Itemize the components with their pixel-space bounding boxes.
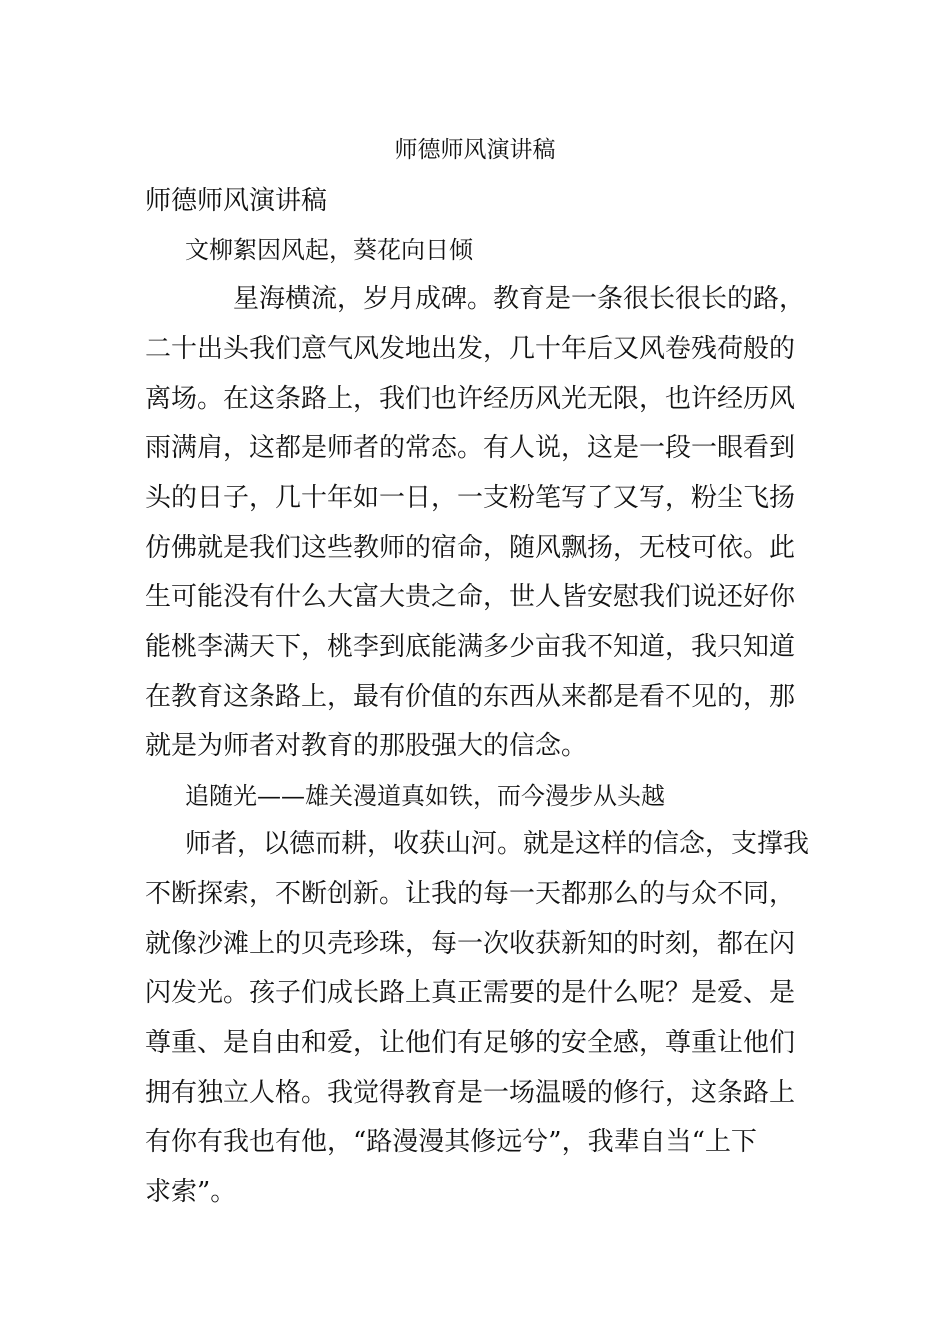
paragraph-line: 拥有独立人格。我觉得教育是一场温暖的修行，这条路上 xyxy=(145,1078,796,1108)
paragraph-line: 就是为师者对教育的那股强大的信念。 xyxy=(145,731,588,761)
paragraph-line: 离场。在这条路上，我们也许经历风光无限，也许经历风 xyxy=(145,384,796,414)
paragraph-line: 星海横流，岁月成碑。教育是一条很长很长的路， xyxy=(233,284,806,314)
paragraph-line: 求索”。 xyxy=(145,1177,237,1207)
paragraph-line: 不断探索，不断创新。让我的每一天都那么的与众不同， xyxy=(145,879,796,909)
paragraph-line: 闪发光。孩子们成长路上真正需要的是什么呢？是爱、是 xyxy=(145,978,796,1008)
paragraph-line: 生可能没有什么大富大贵之命，世人皆安慰我们说还好你 xyxy=(145,582,796,612)
paragraph-line: 有你有我也有他，“路漫漫其修远兮”，我辈自当“上下 xyxy=(145,1127,757,1157)
paragraph-line: 师者，以德而耕，收获山河。就是这样的信念，支撑我 xyxy=(185,829,810,859)
paragraph-line: 能桃李满天下，桃李到底能满多少亩我不知道，我只知道 xyxy=(145,632,796,662)
section-title-1: 文柳絮因风起，葵花向日倾 xyxy=(185,236,473,264)
paragraph-line: 二十出头我们意气风发地出发，几十年后又风卷残荷般的 xyxy=(145,334,796,364)
section-title-2: 追随光——雄关漫道真如铁，而今漫步从头越 xyxy=(185,782,665,810)
document-title: 师德师风演讲稿 xyxy=(394,137,556,163)
paragraph-line: 雨满肩，这都是师者的常态。有人说，这是一段一眼看到 xyxy=(145,433,796,463)
paragraph-line: 在教育这条路上，最有价值的东西从来都是看不见的，那 xyxy=(145,682,796,712)
document-heading: 师德师风演讲稿 xyxy=(145,186,328,216)
paragraph-line: 仿佛就是我们这些教师的宿命，随风飘扬，无枝可依。此 xyxy=(145,533,796,563)
paragraph-line: 尊重、是自由和爱，让他们有足够的安全感，尊重让他们 xyxy=(145,1028,796,1058)
paragraph-line: 就像沙滩上的贝壳珍珠，每一次收获新知的时刻，都在闪 xyxy=(145,929,796,959)
paragraph-line: 头的日子，几十年如一日，一支粉笔写了又写，粉尘飞扬 xyxy=(145,483,796,513)
